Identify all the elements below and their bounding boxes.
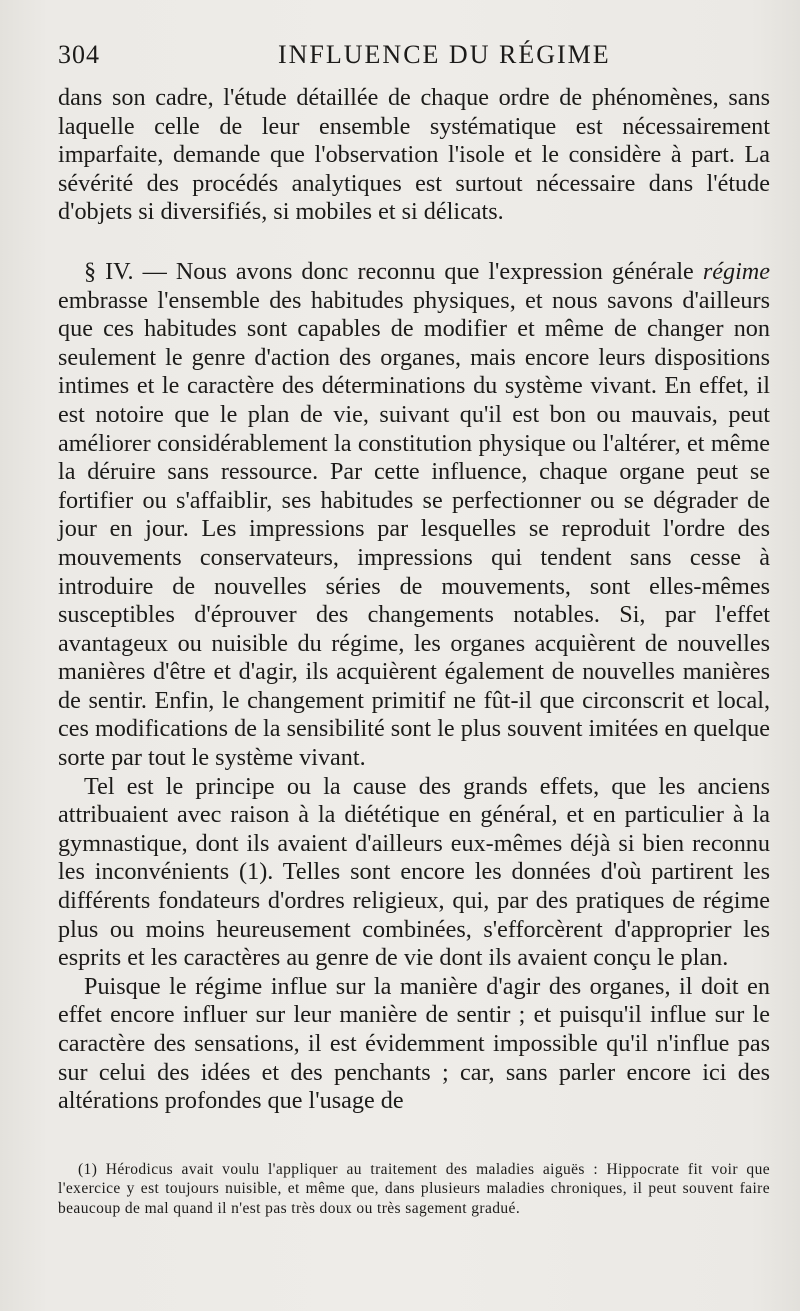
footnote-block <box>58 1160 770 1219</box>
italic-term: régime <box>702 257 771 285</box>
section-body-text: embrasse l'ensemble des habitudes physiques, et nous savons d'ailleurs que ces habitudes sont capables de modifier et même de changer non seulement le genre d'action des organes, mais encore leurs dispositions intimes et le caractère des déterminations du système vivant. En effet, il est notoire que le plan de vie, suivant qu'il est bon ou mauvais, peut améliorer considérablement la constitution physique ou l'altérer, et même la déruire sans ressource. Par cette influence, chaque organe peut se fortifier ou s'affaiblir, ses habitudes se perfectionner ou se dégrader de jour en jour. Les impressions par lesquelles se reproduit l'ordre des mouvements conservateurs, impressions qui tendent sans cesse à introduire de nouvelles séries de mouvements, sont elles-mêmes susceptibles d'éprouver des changements notables. Si, par l'effet avantageux ou nuisible du régime, les organes acquièrent de nouvelles manières d'être et d'agir, ils acquièrent également de nouvelles manières de sentir. Enfin, le changement primitif ne fût-il que circonscrit et local, ces modifications de la sensibilité sont le plus souvent imitées en quelque sorte par tout le système vivant. <box>58 286 770 772</box>
paragraph-principle: Tel est le principe ou la cause des grands effets, que les anciens attribuaient avec raison à la diététique en général, et en particulier à la gymnastique, dont ils avaient d'ailleurs eux-mêmes déjà si bien reconnu les inconvénients (1). Telles sont encore les données d'où partirent les différents fondateurs d'ordres religieux, qui, par des pratiques de régime plus ou moins heureusement combinées, s'efforcèrent d'approprier les esprits et les caractères au genre de vie dont ils avaient conçu le plan. <box>58 772 770 972</box>
running-title: INFLUENCE DU RÉGIME <box>278 40 611 69</box>
section-heading-text: § IV. — Nous avons donc reconnu que l'expression générale <box>84 257 694 285</box>
paragraph-continuation: dans son cadre, l'étude détaillée de chaque ordre de phénomènes, sans laquelle celle de leur ensemble systématique est nécessairement imparfaite, demande que l'observation l'isole et le considère à part. La sévérité des procédés analytiques est surtout nécessaire dans l'étude d'objets si diversifiés, si mobiles et si délicats. <box>58 84 770 226</box>
main-text <box>58 84 770 1116</box>
paragraph-regime-influence: Puisque le régime influe sur la manière d'agir des organes, il doit en effet encore influer sur leur manière de sentir ; et puisqu'il influe sur le caractère des sensations, il est évidemment impossible qu'il n'influe pas sur celui des idées et des penchants ; car, sans parler encore ici des altérations profondes que l'usage de <box>58 972 770 1115</box>
footnote: (1) Hérodicus avait voulu l'appliquer au traitement des maladies aiguës : Hippocrate fit voir que l'exercice y est toujours nuisible, et même que, dans plusieurs maladies chroniques, il peut souvent faire beaucoup de mal quand il n'est pas très doux ou très sagement gradué. <box>58 1160 770 1217</box>
running-header <box>58 40 770 84</box>
page-number: 304 <box>58 40 100 69</box>
paragraph-section-iv <box>58 258 770 773</box>
